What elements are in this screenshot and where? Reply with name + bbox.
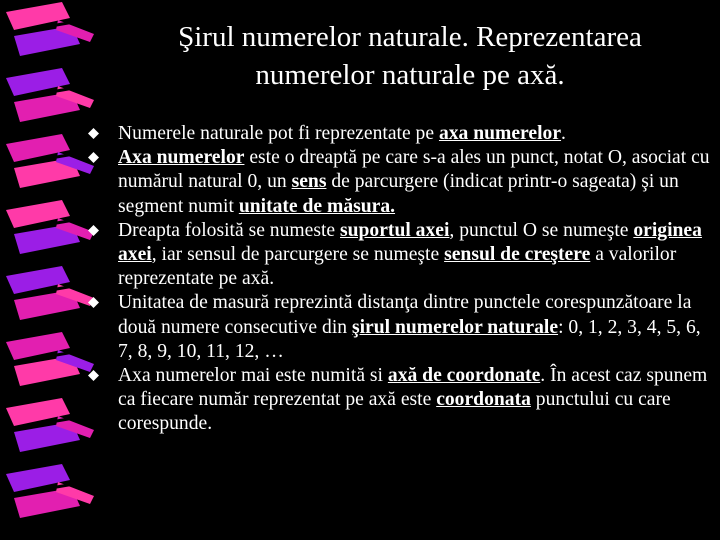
underlined-term: originea axei [118, 219, 702, 266]
text-run: , punctul O se numeşte [449, 219, 634, 241]
underlined-term: sensul de creştere [444, 244, 591, 266]
bullet-item [118, 146, 718, 219]
text-run: Unitatea de masură reprezintă distanţa dintre punctele corespunzătoare la două numere consecutive din [118, 292, 692, 338]
diamond-bullet-icon [88, 152, 99, 163]
text-run: Dreapta folosită se numeste [118, 219, 340, 241]
text-run: Axa numerelor mai este numită si [118, 365, 388, 387]
bullet-item [118, 364, 718, 437]
bullet-item [118, 219, 718, 292]
text-run: este o dreaptă pe care s-a ales un punct, notat O, asociat cu numărul natural 0, un [118, 147, 710, 193]
bullet-item [118, 291, 718, 364]
underlined-term: axă de coordonate [387, 365, 541, 387]
text-run: . În acest caz spunem ca fiecare număr reprezentat pe axă este [118, 365, 708, 411]
underlined-term: axa numerelor [438, 123, 562, 144]
underlined-term: suportul axei [340, 219, 450, 241]
underlined-term: unitate de măsura. [238, 195, 396, 217]
title-line-2: numerelor naturale pe axă. [255, 59, 565, 91]
bullet-item [118, 122, 718, 146]
text-run: a valorilor reprezentate pe axă. [118, 244, 677, 290]
underlined-term: coordonata [436, 389, 531, 411]
bullet-list [118, 122, 718, 437]
text-run: de parcurgere (indicat printr-o sageata) şi un segment numit [118, 171, 679, 217]
text-run: . [561, 123, 566, 144]
diamond-bullet-icon [88, 370, 99, 381]
diamond-bullet-icon [88, 225, 99, 236]
underlined-term: Axa numerelor [118, 147, 245, 169]
slide-title [130, 18, 690, 94]
text-run: Numerele naturale pot fi reprezentate pe [118, 123, 439, 144]
text-run: punctului cu care corespunde. [118, 389, 671, 435]
text-run: , iar sensul de parcurgere se numeşte [151, 244, 445, 266]
diamond-bullet-icon [88, 297, 99, 308]
text-run: : 0, 1, 2, 3, 4, 5, 6, 7, 8, 9, 10, 11, 12, … [118, 316, 701, 362]
title-line-1: Şirul numerelor naturale. Reprezentarea [178, 21, 642, 53]
underlined-term: şirul numerelor naturale [351, 316, 559, 338]
diamond-bullet-icon [88, 128, 99, 139]
underlined-term: sens [291, 171, 327, 193]
spiral-binding-icon [0, 0, 110, 540]
